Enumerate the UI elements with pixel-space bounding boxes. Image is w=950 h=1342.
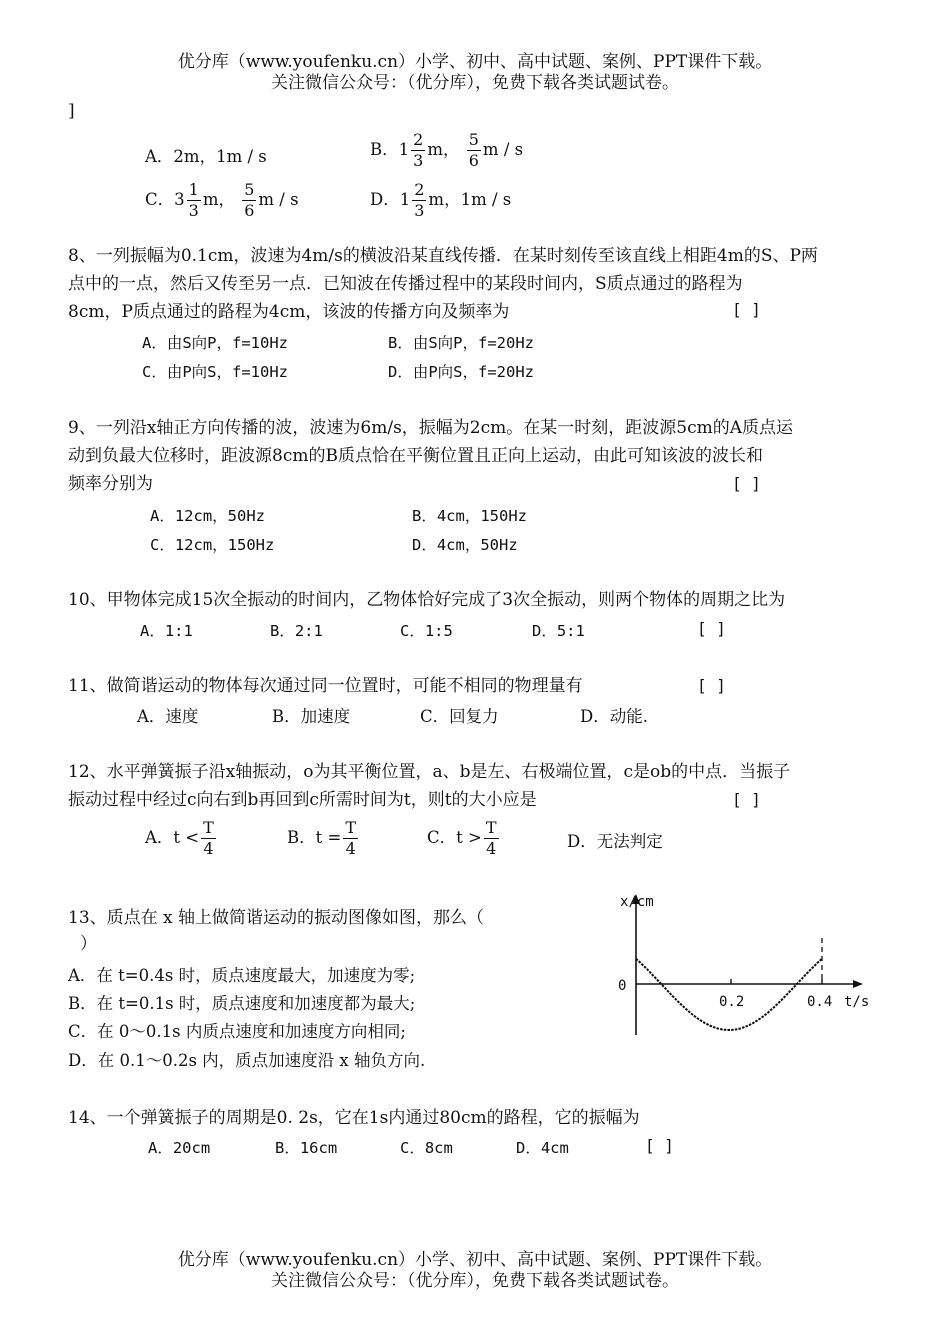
q8-answer-bracket: [ ] <box>732 300 761 319</box>
q14-option-c: C．8cm <box>400 1139 453 1157</box>
q12-option-b: B．t = $\frac{T}{4}$ <box>287 818 356 858</box>
q10-line-1: 10、甲物体完成15次全振动的时间内，乙物体恰好完成了3次全振动，则两个物体的周期之比为 <box>68 590 786 610</box>
q8-option-b: B．由S向P，f=20Hz <box>388 334 534 352</box>
q8-option-c: C．由P向S，f=10Hz <box>142 363 288 381</box>
q10-answer-bracket: [ ] <box>697 619 726 638</box>
footer-line-2: 关注微信公众号：（优分库），免费下载各类试题试卷。 <box>271 1271 679 1291</box>
q8-option-a: A．由S向P，f=10Hz <box>142 334 288 352</box>
q11-option-a: A．速度 <box>137 707 199 726</box>
q13-line-1: 13、质点在 x 轴上做简谐运动的振动图像如图，那么（ <box>68 908 485 928</box>
tick-label-0.2: 0.2 <box>719 994 745 1010</box>
q13-option-d: D．在 0.1～0.2s 内，质点加速度沿 x 轴负方向. <box>68 1051 426 1070</box>
q9-answer-bracket: [ ] <box>732 474 761 493</box>
q14-line-1: 14、一个弹簧振子的周期是0. 2s，它在1s内通过80cm的路程，它的振幅为 <box>68 1108 640 1128</box>
q14-option-b: B．16cm <box>275 1139 338 1157</box>
q8-line-3: 8cm，P质点通过的路程为4cm，该波的传播方向及频率为 <box>68 302 510 322</box>
q7-option-d: D．1 $\frac{2}{3}$ m，1m / s <box>370 180 512 220</box>
q10-option-c: C．1:5 <box>400 622 453 640</box>
q9-option-c: C．12cm，150Hz <box>150 536 275 554</box>
footer-line-1: 优分库（www.youfenku.cn）小学、初中、高中试题、案例、PPT课件下载。 <box>177 1250 773 1270</box>
q12-line-1: 12、水平弹簧振子沿x轴振动，o为其平衡位置，a、b是左、右极端位置，c是ob的中点．当振子 <box>68 762 791 782</box>
q8-line-1: 8、一列振幅为0.1cm，波速为4m/s的横波沿某直线传播．在某时刻传至该直线上相距4m的S、P两 <box>68 246 818 266</box>
q11-option-d: D．动能. <box>580 707 648 726</box>
q9-option-d: D．4cm，50Hz <box>412 536 518 554</box>
q11-line-1: 11、做简谐运动的物体每次通过同一位置时，可能不相同的物理量有 <box>68 676 583 696</box>
q8-line-2: 点中的一点，然后又传至另一点．已知波在传播过程中的某段时间内，S质点通过的路程为 <box>68 274 743 294</box>
q13-line-2: ） <box>80 934 97 954</box>
q8-option-d: D．由P向S，f=20Hz <box>388 363 534 381</box>
q12-option-a: A．t < $\frac{T}{4}$ <box>145 818 214 858</box>
q12-answer-bracket: [ ] <box>732 790 761 809</box>
fraction: $\frac{T}{4}$ <box>345 818 356 858</box>
fraction: $\frac{T}{4}$ <box>203 818 214 858</box>
q12-option-d: D．无法判定 <box>567 832 663 851</box>
q10-option-a: A．1:1 <box>140 622 193 640</box>
q10-option-d: D．5:1 <box>532 622 585 640</box>
q11-option-c: C．回复力 <box>420 707 499 726</box>
fraction: $\frac{2}{3}$ <box>413 130 424 170</box>
q9-option-b: B．4cm，150Hz <box>412 507 527 525</box>
q7-bracket-close: ] <box>68 101 75 121</box>
q13-option-b: B．在 t=0.1s 时，质点速度和加速度都为最大; <box>68 994 416 1013</box>
q14-option-d: D．4cm <box>516 1139 569 1157</box>
fraction: $\frac{2}{3}$ <box>414 180 425 220</box>
q9-line-1: 9、一列沿x轴正方向传播的波，波速为6m/s，振幅为2cm。在某一时刻，距波源5cm的A质点运 <box>68 418 793 438</box>
q9-option-a: A．12cm，50Hz <box>150 507 265 525</box>
q13-option-a: A．在 t=0.4s 时，质点速度最大，加速度为零; <box>68 966 416 985</box>
q7-option-a: A．2m，1m / s <box>145 147 267 166</box>
y-axis-label: x/cm <box>620 894 654 910</box>
q14-option-a: A．20cm <box>148 1139 211 1157</box>
q11-answer-bracket: [ ] <box>697 676 726 695</box>
header-line-2: 关注微信公众号：（优分库），免费下载各类试题试卷。 <box>271 73 679 93</box>
tick-label-0.4: 0.4 <box>807 994 833 1010</box>
header-line-1: 优分库（www.youfenku.cn）小学、初中、高中试题、案例、PPT课件下载。 <box>177 52 773 72</box>
origin-label: 0 <box>618 978 627 994</box>
q13-vibration-graph <box>600 890 880 1040</box>
q11-option-b: B．加速度 <box>272 707 351 726</box>
q14-answer-bracket: [ ] <box>645 1136 674 1155</box>
fraction: $\frac{T}{4}$ <box>485 818 497 858</box>
q7-option-b: B．1 $\frac{2}{3}$ m， $\frac{5}{6}$ m / s <box>370 130 524 170</box>
x-axis-arrow <box>853 980 863 988</box>
fraction: $\frac{1}{3}$ <box>188 180 199 220</box>
q9-line-2: 动到负最大位移时，距波源8cm的B质点恰在平衡位置且正向上运动，由此可知该波的波长和 <box>68 446 763 466</box>
q12-option-c: C．t > $\frac{T}{4}$ <box>427 818 497 858</box>
q9-line-3: 频率分别为 <box>68 474 153 494</box>
q12-line-2: 振动过程中经过c向右到b再回到c所需时间为t，则t的大小应是 <box>68 790 537 810</box>
x-axis-label: t/s <box>844 994 870 1010</box>
q10-option-b: B．2:1 <box>270 622 323 640</box>
q7-option-c: C．3 $\frac{1}{3}$ m， $\frac{5}{6}$ m / s <box>145 180 299 220</box>
fraction: $\frac{5}{6}$ <box>244 180 255 220</box>
q13-option-c: C．在 0～0.1s 内质点速度和加速度方向相同; <box>68 1022 406 1041</box>
fraction: $\frac{5}{6}$ <box>468 130 479 170</box>
